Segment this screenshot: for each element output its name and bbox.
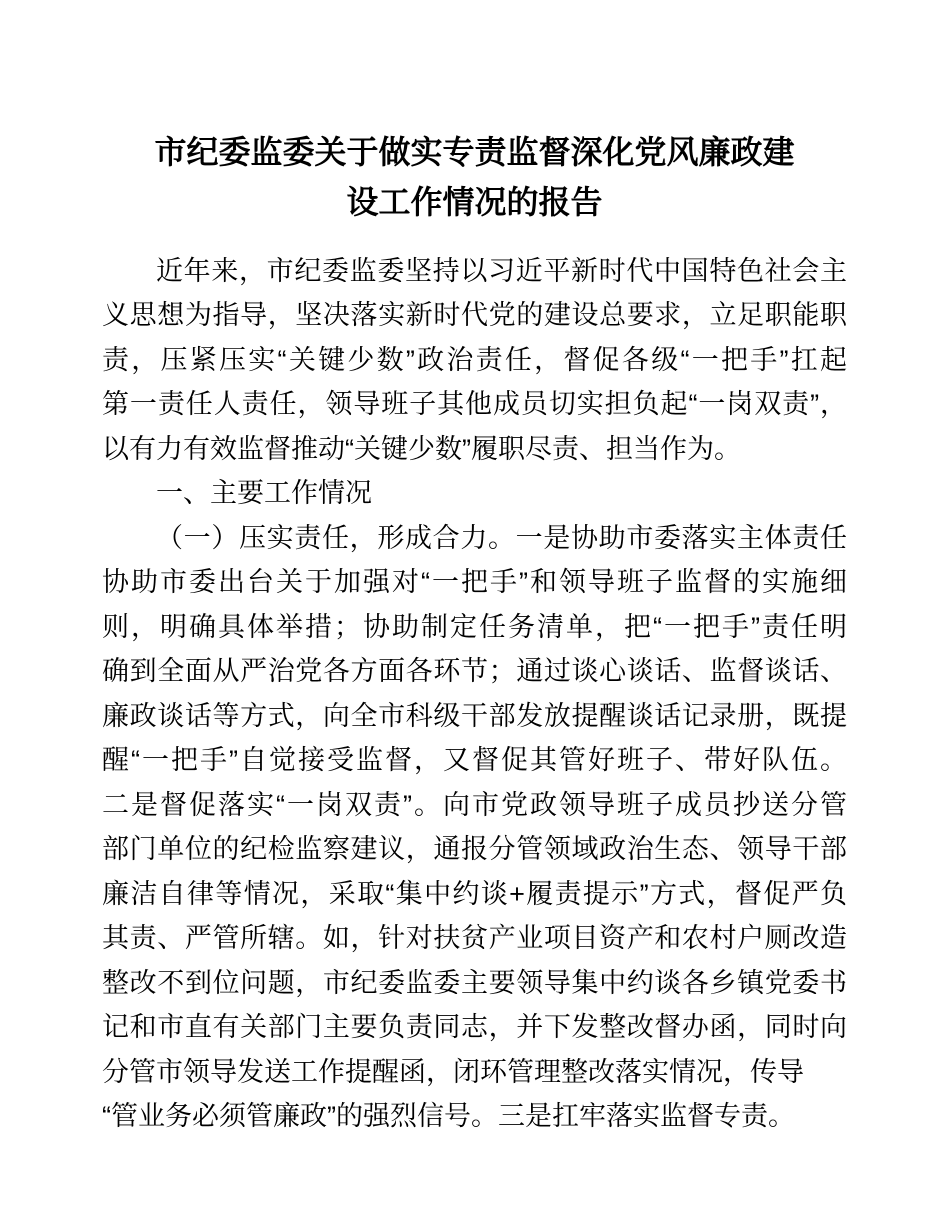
paragraph-line: 近年来，市纪委监委坚持以习近平新时代中国特色社会主 — [156, 255, 847, 286]
paragraph-line: 二是督促落实“一岗双责”。向市党政领导班子成员抄送分管 — [102, 789, 847, 820]
paragraph-line: 廉政谈话等方式，向全市科级干部发放提醒谈话记录册，既提 — [102, 700, 847, 731]
paragraph-line: 义思想为指导，坚决落实新时代党的建设总要求，立足职能职 — [102, 300, 847, 331]
paragraph-intro — [102, 249, 847, 472]
title-line-1: 市纪委监委关于做实专责监督深化党风廉政建 — [154, 134, 795, 171]
paragraph-line: 协助市委出台关于加强对“一把手”和领导班子监督的实施细 — [102, 567, 847, 598]
paragraph-line: 第一责任人责任，领导班子其他成员切实担负起“一岗双责”， — [102, 389, 847, 420]
paragraph-line: 廉洁自律等情况，采取“集中约谈+履责提示”方式，督促严负 — [102, 878, 847, 909]
paragraph-line: 则，明确具体举措；协助制定任务清单，把“一把手”责任明 — [102, 611, 847, 642]
paragraph-line: 责，压紧压实“关键少数”政治责任，督促各级“一把手”扛起 — [102, 344, 847, 375]
paragraph-line: 记和市直有关部门主要负责同志，并下发整改督办函，同时向 — [102, 1012, 847, 1043]
paragraph-line: 整改不到位问题，市纪委监委主要领导集中约谈各乡镇党委书 — [102, 967, 847, 998]
document-body — [102, 249, 847, 1139]
paragraph-line: 以有力有效监督推动“关键少数”履职尽责、担当作为。 — [102, 433, 741, 464]
paragraph-line: “管业务必须管廉政”的强烈信号。三是扛牢落实监督专责。 — [102, 1101, 795, 1132]
title-line-2: 设工作情况的报告 — [346, 184, 603, 221]
section-heading: 一、主要工作情况 — [156, 478, 372, 509]
paragraph-line: 其责、严管所辖。如，针对扶贫产业项目资产和农村户厕改造 — [102, 923, 847, 954]
paragraph-main — [102, 516, 847, 1139]
paragraph-line: 分管市领导发送工作提醒函，闭环管理整改落实情况，传导 — [102, 1056, 804, 1087]
paragraph-line: 醒“一把手”自觉接受监督，又督促其管好班子、带好队伍。 — [102, 745, 847, 776]
document-title — [102, 127, 847, 227]
paragraph-line: 确到全面从严治党各方面各环节；通过谈心谈话、监督谈话、 — [102, 656, 847, 687]
paragraph-line: 部门单位的纪检监察建议，通报分管领域政治生态、领导干部 — [102, 834, 847, 865]
paragraph-line: （一）压实责任，形成合力。一是协助市委落实主体责任 — [156, 522, 847, 553]
